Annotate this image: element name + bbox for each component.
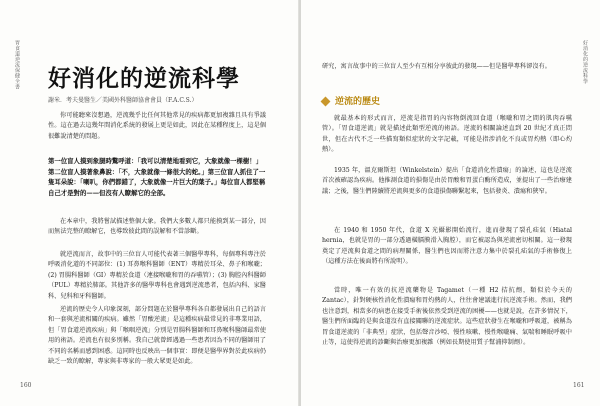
right-page bbox=[301, 0, 600, 406]
body-paragraph: 就逆流而言，故事中的三位盲人可能代表著三個醫學專科，每個專科專注於呼吸消化道的不同部位：(1) 耳鼻喉科醫師（ENT）專精於耳朵、鼻子和喉嚨；(2) 胃腸科醫師（GI）專精於食道（連接喉嚨和胃的吞嚥管）；(3) 胸腔內科醫師（PUL）專精於肺部。其他許多的醫學專科也會遇到逆流患者，包括內科、家醫科、兒科和牙科醫師。 bbox=[48, 251, 266, 300]
running-head-right: 好消化的逆流科學 bbox=[582, 40, 588, 84]
body-paragraph: 在 1940 和 1950 年代，食道 X 光攝影開始流行，進而發現了裂孔疝氣（Hiatal hernia，也就是胃的一部分透過橫膈膜滑入胸腔），而它被認為與逆流密切相關。這一發現奠定了逆流與食道之間的病理關係，醫生們也因而將注意力集中於裂孔疝氣的手術修復上（這種方法在後面將有所說明）。 bbox=[322, 227, 572, 266]
left-page bbox=[0, 0, 299, 406]
page-number-left: 160 bbox=[20, 382, 32, 389]
pull-quote: 第一位盲人摸到象腿時驚呼道：「我可以清楚地看到它，大象就像一棵樹！」第二位盲人摸著象鼻說：「不，大象就像一條很大的蛇。」第三位盲人抓住了一隻耳朵說：「喇叭，你們都錯了，大象就像一片巨大的葉子。」每位盲人都堅稱自己才是對的——但沒有人瞭解它的全部。 bbox=[48, 157, 266, 197]
body-paragraph: 研究，寓言故事中的三位盲人至少有互相分享彼此的發現——但是醫學專科卻沒有。 bbox=[322, 63, 551, 70]
body-paragraph: 你可能聽來沒想過，逆流幾乎比任何其他常見的疾病都更加複雜且具有爭議性。這在過去這幾年間消化系統的發展上更是如此，因此在某種程度上，這是個很難說清楚的問題。 bbox=[48, 112, 266, 140]
section-heading bbox=[322, 94, 380, 107]
body-paragraph: 就最基本的形式而言，逆流是指胃的內容物倒流回食道（喉嚨和胃之間的肌肉吞嚥管）。「胃食道逆流」就是描述此類型逆流的術語。逆流的相關論述直到 20 世紀才真正問世，但在古代不乏一些描寫類似症狀的文字記載，可能是指涉消化不良或胃灼熱（即心灼熱）。 bbox=[322, 115, 572, 154]
body-paragraph: 逆流的歷史令人印象深刻，部分問題在於醫學專科各自都發展出自己的語言和一套與逆流相關的疾病。雖然「胃酸逆流」是這種疾病最常見的非專業用語，但「胃食道逆流疾病」與「喉咽逆流」分別是胃腸科醫師和耳鼻喉科醫師最常使用的術語。逆流也有很多別稱。我自己就曾經遇過一些患者因為不同的醫師用了不同的名稱而感到困惑。這同時也反映出一個事實：即便是醫學界對於此疾病仍缺乏一致的瞭解，專家與非專家的一般大眾更是如此。 bbox=[48, 306, 266, 366]
running-head-left: 胃食道逆流保健全書 bbox=[14, 40, 20, 90]
chapter-title: 好消化的逆流科學 bbox=[48, 65, 240, 92]
body-paragraph: 1935 年，溫克爾斯坦（Winkelstein）提出「食道消化性潰瘍」的論述，這也是逆流首次被確認為疾病。他推測食道的損傷是由於胃酸和胃蛋白酶所造成，並提出了一些治療建議；之後，醫生們陸續將逆流與更多的食道損傷聯繫起來，包括發炎、潰瘍和狹窄。 bbox=[322, 167, 572, 195]
chapter-byline: 謝米．考夫曼醫生／美國外科醫師協會會員（F.A.C.S.） bbox=[48, 97, 198, 104]
body-paragraph: 在本章中，我將嘗試描述整個大象。我們大多數人都只能摸到某一部分，因而無法完整的瞭解它，也導致彼此間的誤解和不當診斷。 bbox=[48, 218, 266, 236]
diamond-bullet-icon bbox=[321, 97, 331, 107]
section-title: 逆流的歷史 bbox=[335, 97, 381, 107]
body-paragraph: 當時，唯一有效的抗逆流藥物是 Tagamet（一種 H2 拮抗劑，類似於今天的 Zantac），針對硬核性消化性潰瘍和胃灼熱的人，往往會建議進行抗逆流手術。然而，我們也注意到，相當多的病患在接受手術後依然受到逆流的困擾——也就是說，在許多情況下，醫生們所面臨的是與食道沒有直接關聯的逆流症狀。這些症狀發生在喉嚨和呼吸道，被稱為胃食道逆流的「非典型」症狀，包括聲音沙啞、慢性咳嗽、慢性喉嚨痛、氣喘和睡眠呼吸中止等，這使得逆流的診斷與治療更加複雜（例如長期使用質子幫浦抑制劑）。 bbox=[322, 287, 572, 347]
page-number-right: 161 bbox=[573, 382, 585, 389]
